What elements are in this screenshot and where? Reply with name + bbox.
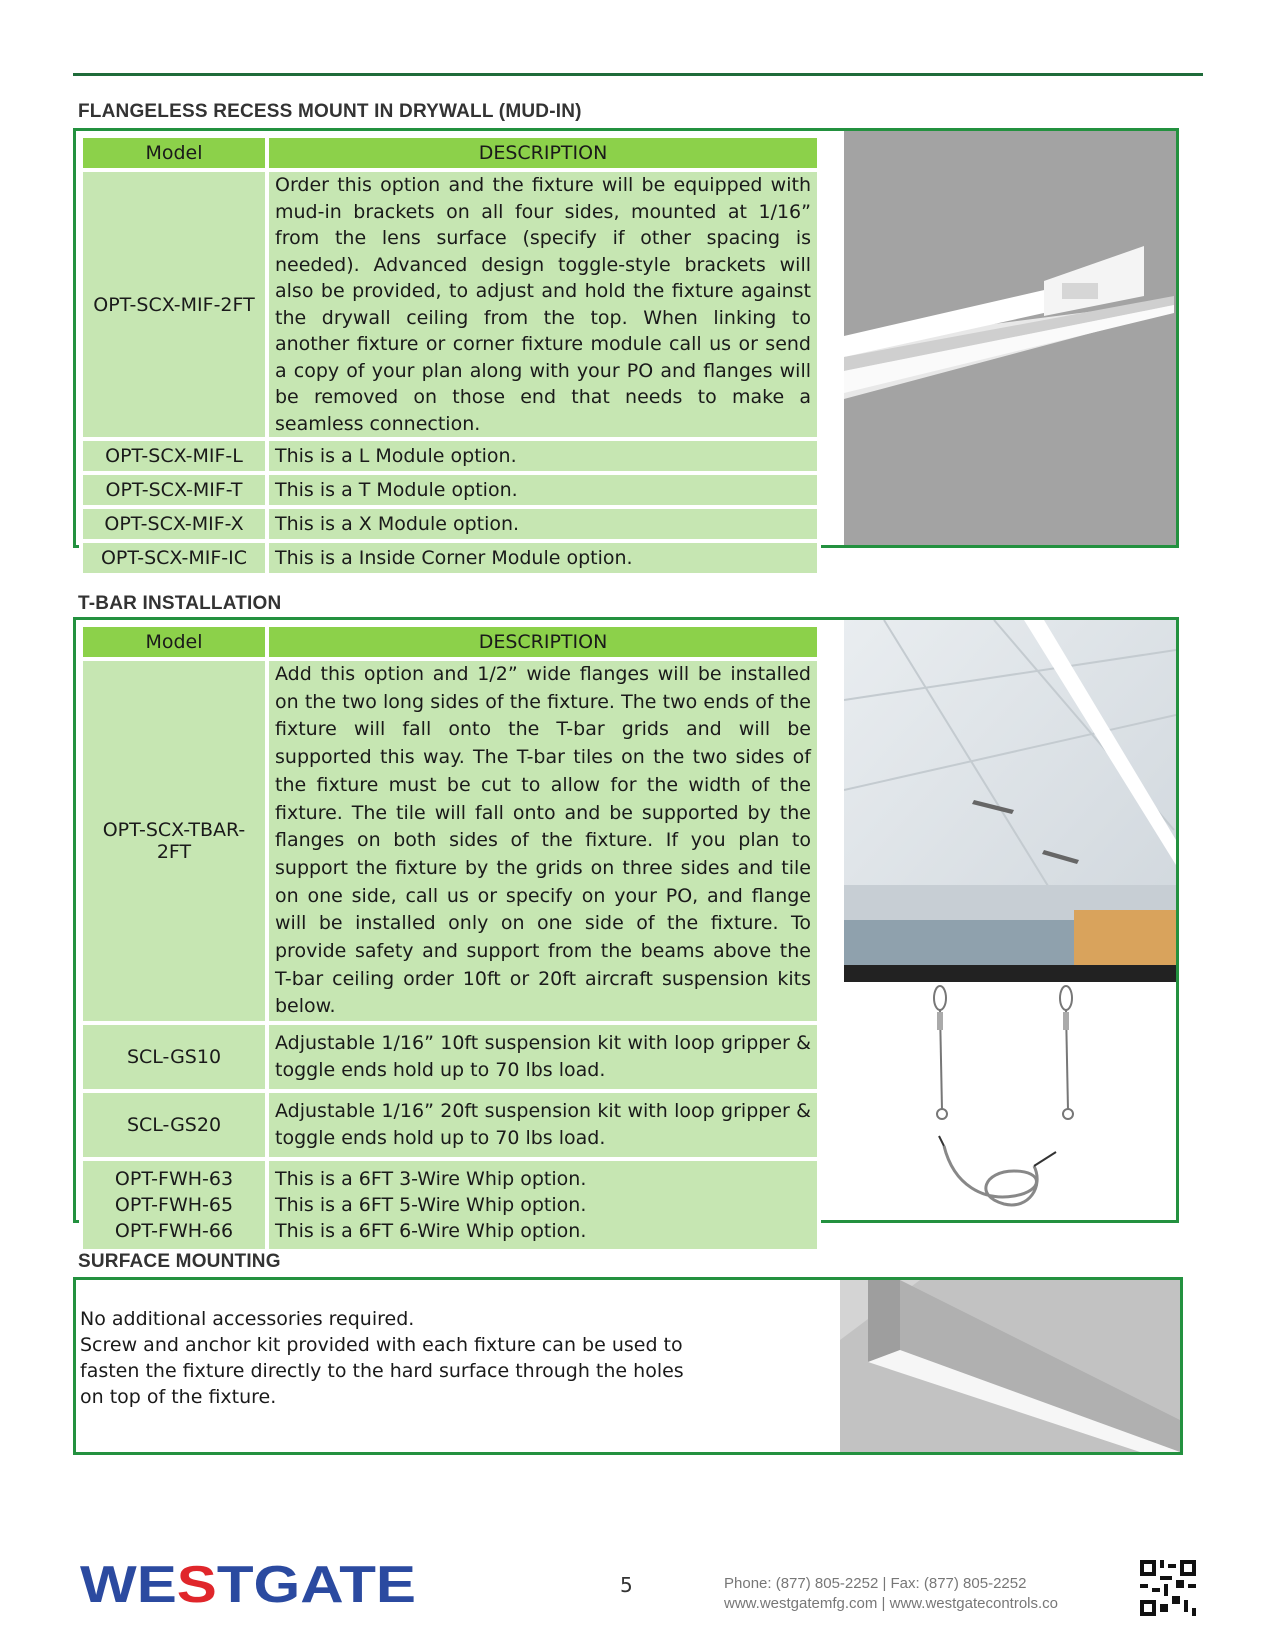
table-row — [83, 509, 817, 539]
table-row — [83, 1161, 817, 1249]
table-row — [83, 543, 817, 573]
model-cell — [83, 1161, 265, 1249]
wire-whip-image — [844, 1126, 1176, 1220]
desc-cell: Order this option and the fixture will be equipped with mud-in brackets on all four sides, mounted at 1/16” from the lens surface (specify if other spacing is needed). Advanced design toggle-style brackets will also be provided, to adjust and hold the fixture against the drywall ceiling from the top. When linking to another fixture or corner fixture module call us or send a copy of your plan along with your PO and flanges will be removed on those end that needs to make a seamless connection. — [269, 172, 817, 437]
page-number: 5 — [620, 1573, 633, 1597]
model-cell: SCL-GS20 — [83, 1093, 265, 1157]
table-row — [83, 441, 817, 471]
mudin-table — [79, 134, 821, 577]
mudin-fixture-image — [844, 131, 1176, 545]
surface-text — [80, 1306, 684, 1410]
desc-cell: Adjustable 1/16” 20ft suspension kit with loop gripper & toggle ends hold up to 70 lbs load. — [269, 1093, 817, 1157]
tbar-ceiling-photo — [844, 620, 1176, 982]
tbar-table — [79, 623, 821, 1253]
desc-cell: This is a Inside Corner Module option. — [269, 543, 817, 573]
desc-cell — [269, 1161, 817, 1249]
surface-box — [73, 1277, 1183, 1455]
contact-line: www.westgatemfg.com | www.westgatecontrols.co — [724, 1595, 1059, 1612]
desc-cell: This is a X Module option. — [269, 509, 817, 539]
model-cell: OPT-SCX-MIF-L — [83, 441, 265, 471]
model-cell: OPT-SCX-MIF-T — [83, 475, 265, 505]
whip-desc: This is a 6FT 5-Wire Whip option. — [275, 1194, 587, 1217]
footer-contact — [724, 1574, 1058, 1614]
svg-text:WESTGATE — [80, 1558, 416, 1606]
surface-fixture-image — [840, 1280, 1180, 1452]
table-row — [83, 172, 817, 437]
section-title-surface: SURFACE MOUNTING — [78, 1251, 281, 1272]
surface-line: on top of the fixture. — [80, 1386, 277, 1408]
top-rule — [73, 73, 1203, 76]
surface-line: fasten the fixture directly to the hard surface through the holes — [80, 1360, 684, 1382]
tbar-box — [73, 617, 1179, 1243]
table-row — [83, 661, 817, 1021]
table-row — [83, 475, 817, 505]
contact-line: Phone: (877) 805-2252 | Fax: (877) 805-2252 — [724, 1575, 1027, 1592]
section-title-mudin: FLANGELESS RECESS MOUNT IN DRYWALL (MUD-IN) — [78, 101, 582, 122]
whip-model: OPT-FWH-65 — [114, 1194, 234, 1217]
desc-cell: This is a T Module option. — [269, 475, 817, 505]
logo-part: WE — [80, 1558, 164, 1606]
desc-cell: Add this option and 1/2” wide flanges will be installed on the two long sides of the fixture. The two ends of the fixture will fall onto the T-bar grids and will be supported this way. The T-bar tiles on the two sides of the fixture must be cut to allow for the width of the fixture. The tile will fall onto and be supported by the flanges on both sides of the fixture. If you plan to support the fixture by the grids on three sides and tile on one side, call us or specify on your PO, and flange will be installed only on one side of the fixture. To provide safety and support from the beams above the T-bar ceiling order 10ft or 20ft aircraft suspension kits below. — [269, 661, 817, 1021]
whip-model: OPT-FWH-66 — [114, 1220, 234, 1243]
whip-desc: This is a 6FT 6-Wire Whip option. — [275, 1220, 587, 1243]
mudin-col-desc: DESCRIPTION — [269, 138, 817, 168]
surface-line: No additional accessories required. — [80, 1308, 415, 1330]
surface-line: Screw and anchor kit provided with each fixture can be used to — [80, 1334, 683, 1356]
tbar-col-desc: DESCRIPTION — [269, 627, 817, 657]
section-title-tbar: T-BAR INSTALLATION — [78, 593, 282, 614]
model-cell: OPT-SCX-MIF-IC — [83, 543, 265, 573]
whip-desc: This is a 6FT 3-Wire Whip option. — [275, 1168, 587, 1191]
model-cell: SCL-GS10 — [83, 1025, 265, 1089]
westgate-logo — [80, 1558, 420, 1610]
mudin-col-model: Model — [83, 138, 265, 168]
table-row — [83, 1093, 817, 1157]
logo-part: TGATE — [216, 1558, 390, 1606]
model-cell: OPT-SCX-MIF-2FT — [83, 172, 265, 437]
mudin-box — [73, 128, 1179, 569]
model-cell: OPT-SCX-TBAR-2FT — [83, 661, 265, 1021]
tbar-col-model: Model — [83, 627, 265, 657]
desc-cell: This is a L Module option. — [269, 441, 817, 471]
model-cell: OPT-SCX-MIF-X — [83, 509, 265, 539]
logo-part: S — [176, 1558, 212, 1606]
qr-code-icon — [1140, 1560, 1196, 1616]
suspension-kit-image — [844, 982, 1176, 1126]
whip-model: OPT-FWH-63 — [114, 1168, 234, 1191]
table-row — [83, 1025, 817, 1089]
desc-cell: Adjustable 1/16” 10ft suspension kit with loop gripper & toggle ends hold up to 70 lbs load. — [269, 1025, 817, 1089]
